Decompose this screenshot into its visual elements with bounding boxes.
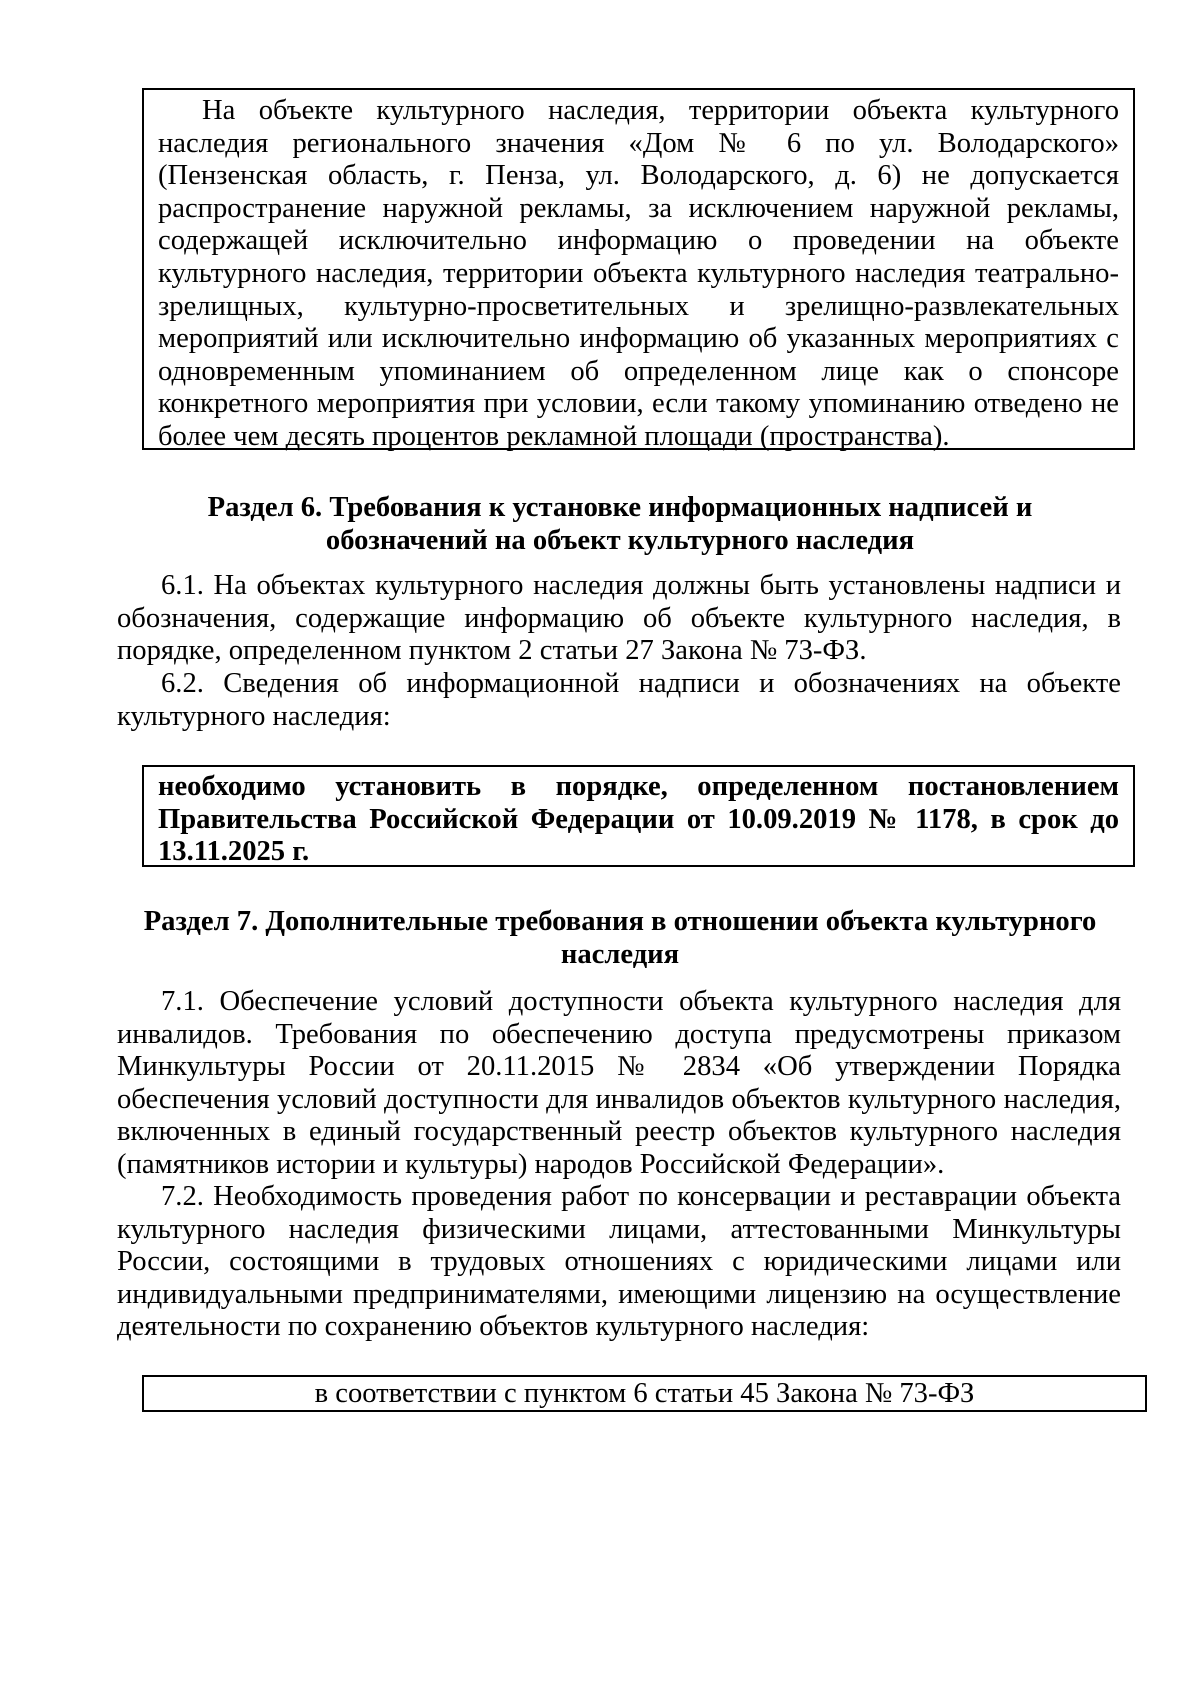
advertising-restriction-text: На объекте культурного наследия, территории объекта культурного наследия регионального значения «Дом № 6 по ул. Володарского» (Пензенская область, г. Пенза, ул. Володарского, д. 6) не допускается распространение наружной рекламы, за исключением наружной рекламы, содержащей исключительно информацию о проведении на объекте культурного наследия, территории объекта культурного наследия театрально-зрелищных, культурно-просветительных и зрелищно-развлекательных мероприятий или исключительно информацию об указанных мероприятиях с одновременным упоминанием об определенном лице как о спонсоре конкретного мероприятия при условии, если такому упоминанию отведено не более чем десять процентов рекламной площади (пространства). [158,95,1119,452]
conservation-requirement-box [142,1375,1147,1412]
inscription-requirement-text: необходимо установить в порядке, определенном постановлением Правительства Российской Федерации от 10.09.2019 № 1178, в срок до 13.11.2025 г. [158,771,1119,868]
paragraph-7-1: 7.1. Обеспечение условий доступности объекта культурного наследия для инвалидов. Требования по обеспечению доступа предусмотрены приказом Минкультуры России от 20.11.2015 № 2834 «Об утверждении Порядка обеспечения условий доступности для инвалидов объектов культурного наследия, включенных в единый государственный реестр объектов культурного наследия (памятников истории и культуры) народов Российской Федерации». [117,986,1121,1180]
inscription-requirement-box [142,765,1135,867]
advertising-restriction-box [142,88,1135,450]
section-6-heading-line-2: обозначений на объект культурного наследия [325,524,915,556]
section-7-heading-line-1: Раздел 7. Дополнительные требования в отношении объекта культурного [143,906,1097,937]
section-7-heading-line-2: наследия [560,938,680,970]
section-7-heading [120,906,1120,971]
paragraph-6-2: 6.2. Сведения об информационной надписи и обозначениях на объекте культурного наследия: [117,668,1121,732]
section-6-heading-line-1: Раздел 6. Требования к установке информационных надписей и [207,492,1033,523]
paragraph-6-1: 6.1. На объектах культурного наследия должны быть установлены надписи и обозначения, содержащие информацию об объекте культурного наследия, в порядке, определенном пунктом 2 статьи 27 Закона № 73-ФЗ. [117,570,1121,667]
section-6-heading [120,492,1120,557]
paragraph-7-2: 7.2. Необходимость проведения работ по консервации и реставрации объекта культурного наследия физическими лицами, аттестованными Минкультуры России, состоящими в трудовых отношениях с юридическими лицами или индивидуальными предпринимателями, имеющими лицензию на осуществление деятельности по сохранению объектов культурного наследия: [117,1181,1121,1343]
conservation-requirement-text: в соответствии с пунктом 6 статьи 45 Закона № 73-ФЗ [314,1378,975,1409]
